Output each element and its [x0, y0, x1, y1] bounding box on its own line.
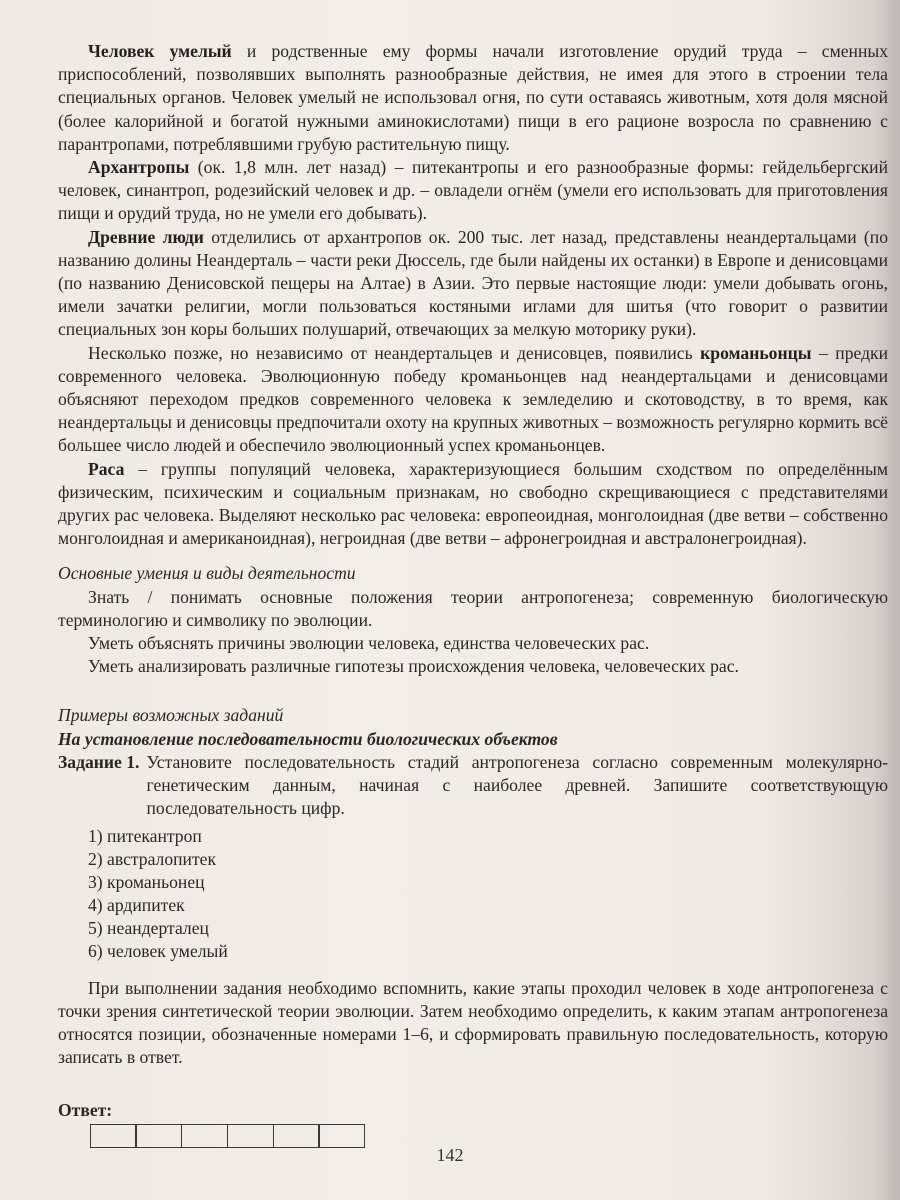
page-content — [58, 40, 888, 1148]
answer-cell[interactable] — [318, 1124, 365, 1148]
skill-item: Уметь анализировать различные гипотезы происхождения человека, человеческих рас. — [88, 656, 739, 677]
answer-cell[interactable] — [90, 1124, 137, 1148]
answer-cell[interactable] — [135, 1124, 182, 1148]
option-item: 5) неандерталец — [88, 917, 209, 938]
answer-grid — [91, 1124, 888, 1148]
term-homo-habilis: Человек умелый — [88, 41, 232, 61]
paragraph-race — [58, 458, 888, 551]
term-archanthropes: Архантропы — [88, 157, 190, 178]
paragraph-text: Несколько позже, но независимо от неандертальцев и денисовцев, появились — [88, 342, 701, 363]
option-item: 6) человек умелый — [88, 940, 228, 961]
task-explanation: При выполнении задания необходимо вспомнить, какие этапы проходил человек в ходе антропогенеза с точки зрения синтетической теории эволюции. Затем необходимо определить, к каким этапам антропогенеза относятся позиции, обозначенные номерами 1–6, и сформировать правильную последовательность, которую записать в ответ. — [58, 977, 888, 1068]
task-label: Задание 1. — [58, 751, 140, 772]
option-item: 3) кроманьонец — [88, 871, 205, 892]
term-cromagnons: кроманьонцы — [700, 342, 812, 363]
paragraph-text: и родственные ему формы начали изготовление орудий труда – сменных приспособлений, позволявших выполнять разнообразные действия, не имея для этого в строении тела специальных органов. Человек умелый не использовал огня, по сути оставаясь животным, хотя доля мясной (более калорийной и богатой нужными аминокислотами) пищи в его рационе возросла по сравнению с парантропами, потреблявшими грубую растительную пищу. — [58, 41, 888, 154]
paragraph-text: – группы популяций человека, характеризующиеся большим сходством по определённым физическим, психическим и социальным признакам, но свободно скрещивающиеся с представителями других рас человека. Выделяют несколько рас человека: европеоидная, монголоидная (две ветви – собственно монголоидная и американоидная), негроидная (две ветви – афронегроидная и австралонегроидная). — [58, 458, 888, 549]
page-number: 142 — [436, 1145, 464, 1165]
paragraph-text: (ок. 1,8 млн. лет назад) – питекантропы и его разнообразные формы: гейдельбергский человек, синантроп, родезийский человек и др. – овладели огнём (умели его использовать для приготовления пищи и орудий труда, но не умели его добывать). — [58, 157, 888, 224]
answer-cell[interactable] — [181, 1124, 228, 1148]
paragraph-cromagnons — [58, 342, 888, 458]
answer-cell[interactable] — [273, 1124, 320, 1148]
task-options — [88, 825, 888, 963]
option-item: 4) ардипитек — [88, 894, 185, 915]
task-text: Установите последовательность стадий антропогенеза согласно современным молекулярно-генетическим данным, начиная с наиболее древней. Запишите соответствующую последовательность цифр. — [146, 751, 888, 819]
skill-item: Знать / понимать основные положения теории антропогенеза; современную биологическую терминологию и символику по эволюции. — [58, 586, 888, 630]
paragraph-homo-habilis — [58, 40, 888, 156]
examples-heading: Примеры возможных заданий — [58, 705, 284, 726]
answer-cell[interactable] — [227, 1124, 274, 1148]
skill-item: Уметь объяснять причины эволюции человека, единства человеческих рас. — [88, 633, 650, 654]
paragraph-archanthropes — [58, 156, 888, 226]
task-1 — [58, 751, 888, 821]
paragraph-ancient-people — [58, 226, 888, 342]
option-item: 1) питекантроп — [88, 825, 202, 846]
term-ancient-people: Древние люди — [88, 226, 204, 247]
term-race: Раса — [88, 458, 125, 479]
skills-heading: Основные умения и виды деятельности — [58, 563, 356, 584]
examples-subheading: На установление последовательности биологических объектов — [58, 728, 558, 749]
paragraph-text: отделились от архантропов ок. 200 тыс. лет назад, представлены неандертальцами (по названию долины Неандерталь – части реки Дюссель, где были найдены их останки) в Европе и денисовцами (по названию Денисовской пещеры на Алтае) в Азии. Это первые настоящие люди: умели добывать огонь, имели зачатки религии, могли пользоваться костяными иглами для шитья (что говорит о развитии специальных зон коры больших полушарий, отвечающих за мелкую моторику руки). — [58, 226, 889, 340]
option-item: 2) австралопитек — [88, 848, 216, 869]
paragraph-text: – предки современного человека. Эволюционную победу кроманьонцев над неандертальцами и денисовцами объясняют переходом предков современного человека к земледелию и скотоводству, в то время, как неандертальцы и денисовцы предпочитали охоту на крупных животных – возможность регулярно кормить всё большее число людей и обеспечило эволюционный успех кроманьонцев. — [58, 342, 888, 456]
answer-label: Ответ: — [58, 1100, 113, 1121]
